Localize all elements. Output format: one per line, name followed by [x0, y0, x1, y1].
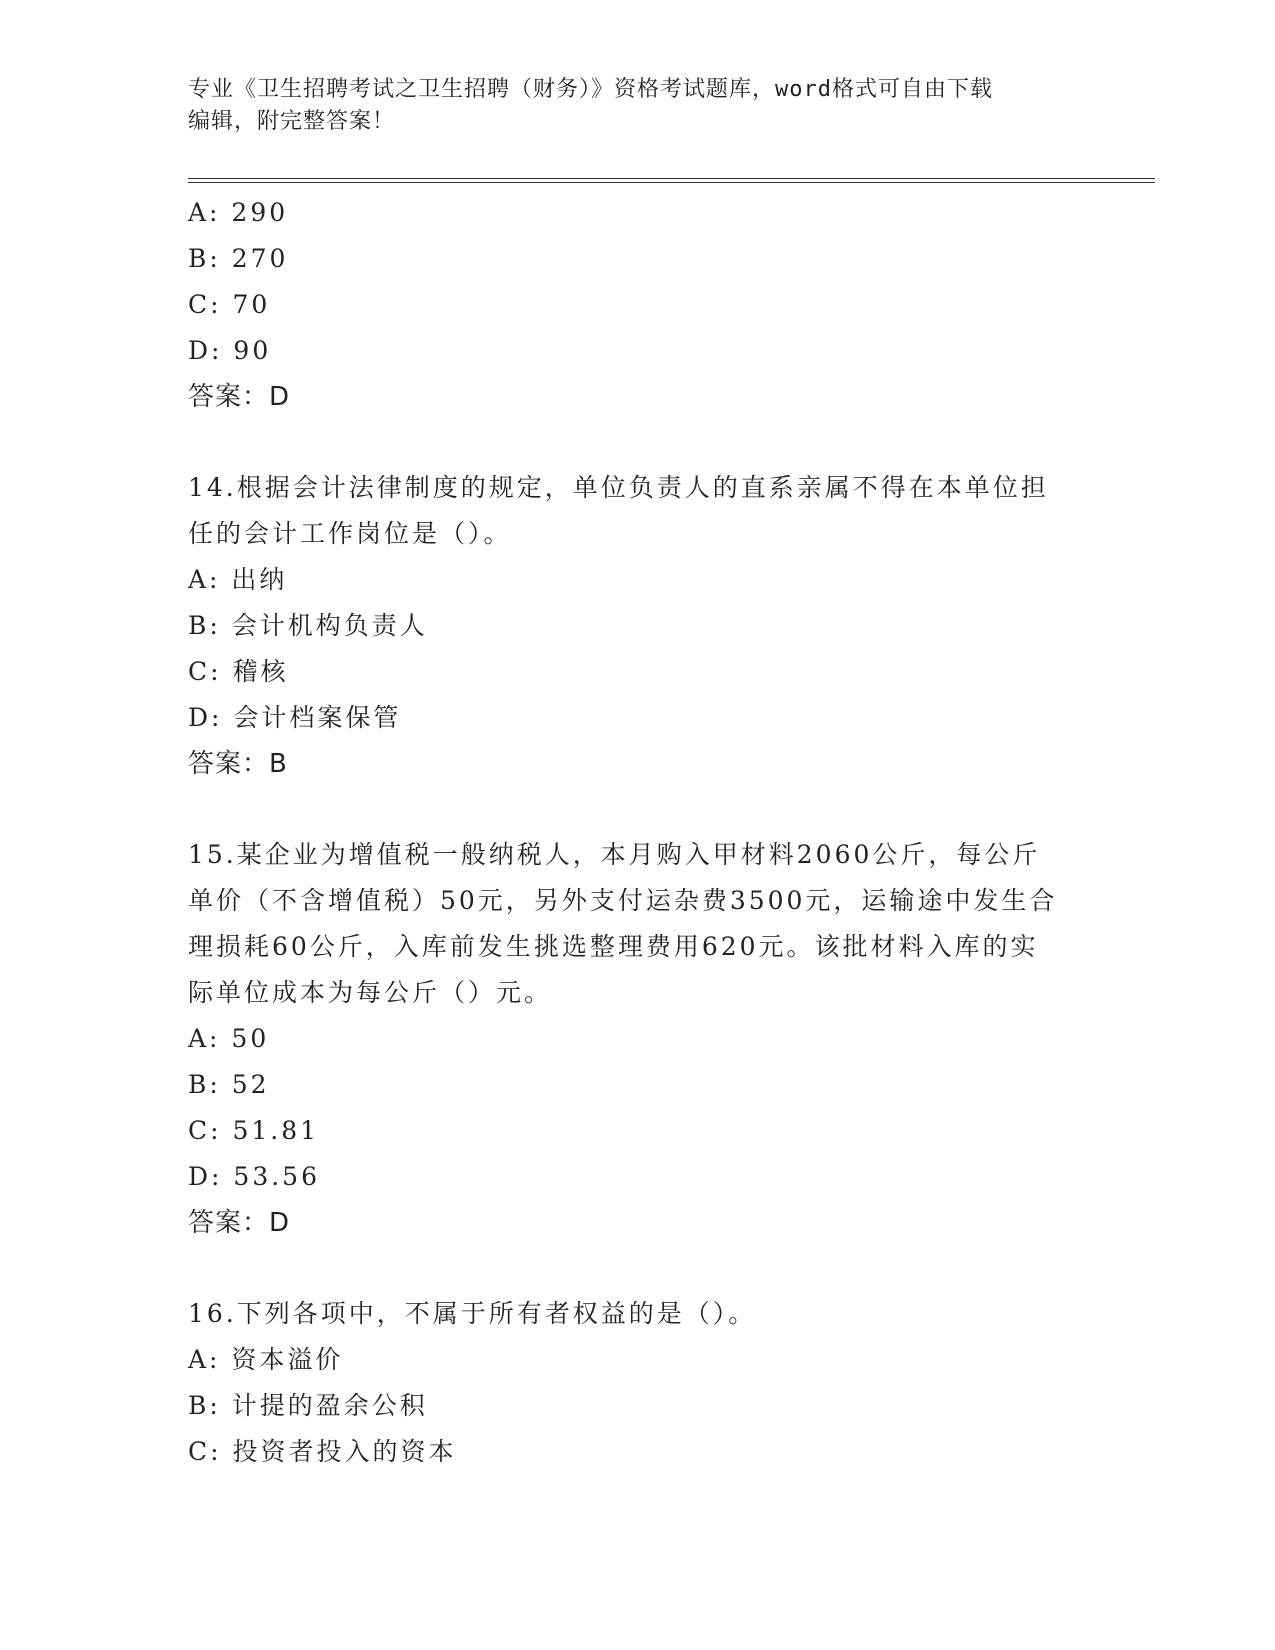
question-13 [188, 190, 1088, 420]
option-a: A: 50 [188, 1024, 270, 1053]
option-b: B: 270 [188, 244, 289, 273]
question-text-line-2: 任的会计工作岗位是（）。 [188, 519, 512, 548]
option-b: B: 会计机构负责人 [188, 611, 428, 640]
question-text-line-4: 际单位成本为每公斤（）元。 [188, 978, 553, 1007]
question-text-line-3: 理损耗60公斤，入库前发生挑选整理费用620元。该批材料入库的实 [188, 932, 1039, 961]
question-list [188, 190, 1088, 1475]
question-16 [188, 1291, 1088, 1475]
option-d: D: 53.56 [188, 1162, 320, 1191]
option-a: A: 290 [188, 198, 289, 227]
question-text-line-2: 单价（不含增值税）50元，另外支付运杂费3500元，运输途中发生合 [188, 886, 1058, 915]
option-b: B: 52 [188, 1070, 270, 1099]
option-c: C: 70 [188, 290, 271, 319]
option-a: A: 出纳 [188, 565, 288, 594]
option-a: A: 资本溢价 [188, 1345, 344, 1374]
spacer [188, 420, 1088, 465]
option-d: D: 会计档案保管 [188, 703, 402, 732]
question-text-line-1: 15.某企业为增值税一般纳税人，本月购入甲材料2060公斤，每公斤 [188, 840, 1041, 869]
header-line-1: 专业《卫生招聘考试之卫生招聘（财务）》资格考试题库，word格式可自由下载 [188, 77, 993, 102]
spacer [188, 787, 1088, 832]
question-text-line-1: 16.下列各项中，不属于所有者权益的是（）。 [188, 1299, 757, 1328]
question-14 [188, 465, 1088, 787]
question-15 [188, 832, 1088, 1246]
option-c: C: 稽核 [188, 657, 289, 686]
option-c: C: 51.81 [188, 1116, 320, 1145]
option-d: D: 90 [188, 336, 272, 365]
header-line-2: 编辑，附完整答案！ [188, 109, 396, 134]
answer-line: 答案：D [188, 1208, 291, 1238]
question-text-line-1: 14.根据会计法律制度的规定，单位负责人的直系亲属不得在本单位担 [188, 473, 1049, 502]
answer-line: 答案：D [188, 382, 291, 412]
option-c: C: 投资者投入的资本 [188, 1437, 457, 1466]
header-divider [188, 178, 1155, 183]
spacer [188, 1246, 1088, 1291]
answer-line: 答案：B [188, 749, 288, 779]
document-header [188, 74, 1088, 138]
option-b: B: 计提的盈余公积 [188, 1391, 428, 1420]
